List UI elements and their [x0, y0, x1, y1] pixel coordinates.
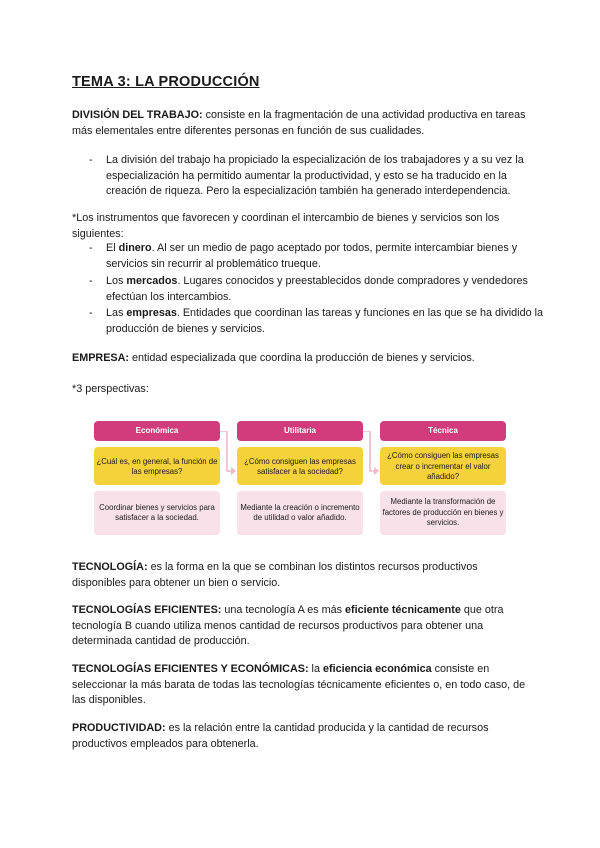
instrument-term: empresas	[126, 307, 177, 319]
perspective-question: ¿Cómo consiguen las empresas crear o incrementar el valor añadido?	[380, 447, 506, 485]
instrument-term: mercados	[126, 275, 178, 287]
division-term: DIVISIÓN DEL TRABAJO:	[72, 109, 203, 121]
perspective-question: ¿Cómo consiguen las empresas satisfacer a la sociedad?	[237, 447, 363, 485]
empresa-paragraph: EMPRESA: entidad especializada que coordina la producción de bienes y servicios.	[72, 352, 475, 364]
division-bullet-text: La división del trabajo ha propiciado la especialización de los trabajadores y a su vez la especialización ha permitido aumentar la productividad, y esto se ha traducido en la creación de riqueza. Pero la especialización también ha generado interdependencia.	[106, 154, 524, 197]
flow-arrow-icon	[363, 431, 380, 483]
productividad-paragraph: PRODUCTIVIDAD: es la relación entre la cantidad producida y la cantidad de recursos productivos empleados para obtenerla.	[72, 722, 489, 750]
perspective-answer: Mediante la transformación de factores de producción en bienes y servicios.	[380, 491, 506, 535]
perspective-column	[237, 421, 363, 535]
division-paragraph	[72, 108, 532, 139]
instrument-item: - Las empresas. Entidades que coordinan las tareas y funciones en las que se ha dividido la producción de bienes y servicios.	[89, 307, 543, 335]
instrument-item: - El dinero. Al ser un medio de pago aceptado por todos, permite intercambiar bienes y servicios sin recurrir al problemático trueque.	[89, 242, 518, 270]
perspective-header: Económica	[94, 421, 220, 441]
instrument-term: dinero	[118, 242, 152, 254]
eficientes-term: TECNOLOGÍAS EFICIENTES:	[72, 604, 222, 616]
tecnologia-term: TECNOLOGÍA:	[72, 561, 148, 573]
page-title: TEMA 3: LA PRODUCCIÓN	[72, 74, 260, 90]
flow-arrow-icon	[220, 431, 237, 483]
perspectives-diagram	[94, 421, 524, 541]
perspective-question: ¿Cuál es, en general, la función de las empresas?	[94, 447, 220, 485]
empresa-term: EMPRESA:	[72, 352, 129, 364]
division-bullet: - La división del trabajo ha propiciado la especialización de los trabajadores y a su vez la especialización ha permitido aumentar la productividad, y esto se ha traducido en la creación de riqueza. Pero la especialización también ha generado interdependencia.	[89, 154, 524, 197]
perspective-column	[380, 421, 506, 535]
perspective-answer: Coordinar bienes y servicios para satisfacer a la sociedad.	[94, 491, 220, 535]
economicas-paragraph: TECNOLOGÍAS EFICIENTES Y ECONÓMICAS: la eficiencia económica consiste en seleccionar la más barata de todas las tecnologías técnicamente eficientes o, en todo caso, de las disponibles.	[72, 663, 526, 706]
economicas-term: TECNOLOGÍAS EFICIENTES Y ECONÓMICAS:	[72, 663, 309, 675]
instruments-intro: *Los instrumentos que favorecen y coordinan el intercambio de bienes y servicios son los siguientes:	[72, 212, 500, 240]
perspectivas-label: *3 perspectivas:	[72, 383, 149, 395]
eficientes-paragraph: TECNOLOGÍAS EFICIENTES: una tecnología A es más eficiente técnicamente que otra tecnología B cuando utiliza menos cantidad de recursos productivos para obtener una determinada cantidad de producción.	[72, 604, 504, 647]
perspective-header: Utilitaria	[237, 421, 363, 441]
productividad-term: PRODUCTIVIDAD:	[72, 722, 166, 734]
division-text: consiste en la fragmentación de una actividad productiva en tareas más elementales entre diferentes personas en función de sus cualidades.	[72, 109, 526, 137]
perspective-answer: Mediante la creación o incremento de utilidad o valor añadido.	[237, 491, 363, 535]
perspective-column	[94, 421, 220, 535]
perspective-header: Técnica	[380, 421, 506, 441]
tecnologia-paragraph: TECNOLOGÍA: es la forma en la que se combinan los distintos recursos productivos disponibles para obtener un bien o servicio.	[72, 561, 478, 589]
instrument-item: - Los mercados. Lugares conocidos y preestablecidos donde compradores y vendedores efectúan los intercambios.	[89, 275, 528, 303]
